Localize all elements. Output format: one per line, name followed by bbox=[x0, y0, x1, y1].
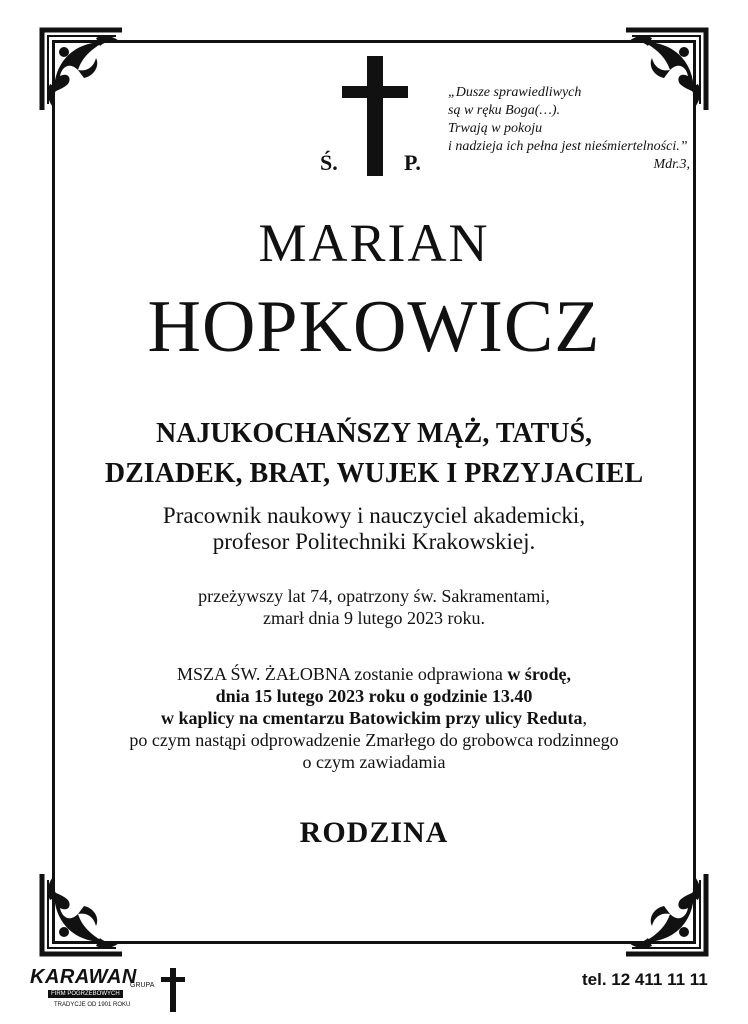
mass-date-time: dnia 15 lutego 2023 roku o godzinie 13.40 bbox=[215, 686, 533, 706]
death-info bbox=[52, 585, 696, 629]
first-name: MARIAN bbox=[258, 213, 490, 273]
phone-number: tel. 12 411 11 11 bbox=[582, 970, 708, 989]
quote-line: Trwają w pokoju bbox=[448, 121, 543, 136]
mass-day: w środę, bbox=[507, 664, 571, 684]
sp-left-text: Ś. bbox=[320, 150, 338, 175]
karawan-logo bbox=[30, 966, 190, 1014]
quote-line: są w ręku Boga(…). bbox=[448, 103, 560, 118]
mass-line1: MSZA ŚW. ŻAŁOBNA zostanie odprawiona bbox=[177, 664, 503, 684]
occupation-line1: Pracownik naukowy i nauczyciel akademicki, bbox=[162, 503, 586, 528]
logo-subtitle: FIRM POGRZEBOWYCH bbox=[48, 990, 123, 998]
corner-ornament-bottom-right bbox=[622, 870, 714, 962]
cross-icon bbox=[342, 56, 408, 176]
corner-ornament-top-left bbox=[34, 22, 126, 114]
death-date-line: zmarł dnia 9 lutego 2023 roku. bbox=[263, 608, 485, 628]
last-name: HOPKOWICZ bbox=[147, 286, 601, 368]
logo-cross-icon bbox=[158, 968, 188, 1012]
occupation bbox=[52, 503, 696, 555]
corner-ornament-svg bbox=[622, 870, 714, 962]
logo-group: GRUPA bbox=[130, 982, 155, 989]
mass-location-comma: , bbox=[582, 708, 587, 728]
corner-ornament-svg bbox=[34, 22, 126, 114]
quote-line: „Dusze sprawiedliwych bbox=[448, 85, 582, 100]
quote-line: i nadzieja ich pełna jest nieśmiertelności.” bbox=[448, 139, 688, 154]
corner-ornament-bottom-left bbox=[34, 870, 126, 962]
occupation-line2: profesor Politechniki Krakowskiej. bbox=[212, 529, 536, 554]
family-titles-line2: DZIADEK, BRAT, WUJEK I PRZYJACIEL bbox=[104, 458, 644, 489]
mass-location: w kaplicy na cmentarzu Batowickim przy ulicy Reduta bbox=[161, 708, 583, 728]
bible-quote bbox=[448, 84, 718, 174]
announce-line: o czym zawiadamia bbox=[302, 752, 446, 772]
corner-ornament-svg bbox=[34, 870, 126, 962]
logo-name: KARAWAN bbox=[30, 966, 137, 988]
funeral-mass-info bbox=[52, 663, 696, 773]
family-signature: RODZINA bbox=[299, 816, 449, 849]
sp-right-text: P. bbox=[404, 150, 421, 175]
logo-tagline: TRADYCJE OD 1901 ROKU bbox=[54, 1002, 131, 1008]
family-titles-line1: NAJUKOCHAŃSZY MĄŻ, TATUŚ, bbox=[155, 418, 593, 449]
age-line: przeżywszy lat 74, opatrzony św. Sakramentami, bbox=[198, 586, 550, 606]
quote-source: Mdr.3, bbox=[653, 157, 690, 172]
burial-line: po czym nastąpi odprowadzenie Zmarłego do grobowca rodzinnego bbox=[129, 730, 619, 750]
